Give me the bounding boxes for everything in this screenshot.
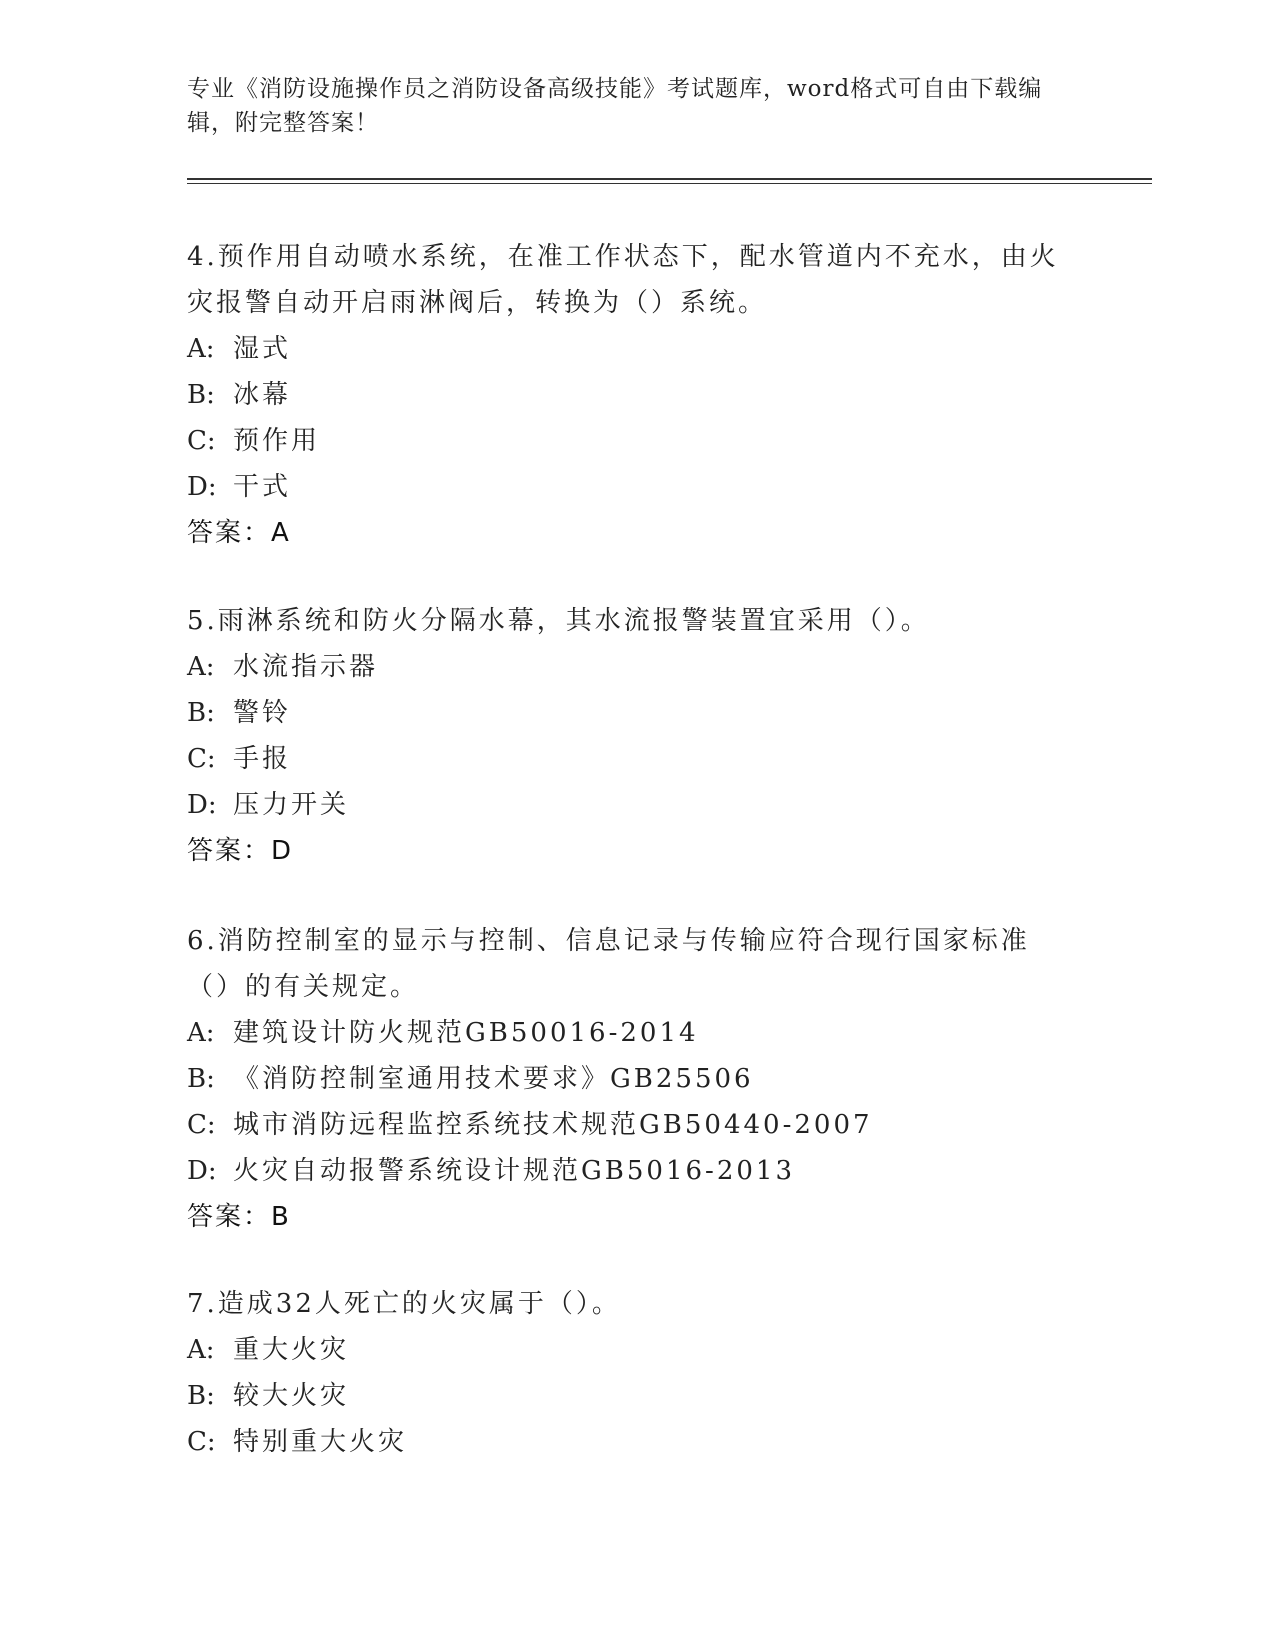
option-text: 干式 (233, 472, 292, 502)
option-text: 《消防控制室通用技术要求》GB25506 (233, 1064, 754, 1094)
option-b (187, 372, 1067, 418)
option-text: 冰幕 (233, 380, 292, 410)
option-text: 水流指示器 (233, 652, 379, 682)
option-key: A: (187, 1335, 215, 1365)
option-c (187, 1419, 1067, 1465)
option-key: B: (187, 1381, 215, 1411)
option-key: C: (187, 1110, 216, 1140)
option-b (187, 1373, 1067, 1419)
option-key: D: (187, 472, 217, 502)
question-6 (187, 918, 1067, 1240)
question-5 (187, 598, 1067, 874)
option-key: C: (187, 1427, 216, 1457)
option-key: B: (187, 698, 215, 728)
option-text: 湿式 (233, 334, 292, 364)
option-key: D: (187, 790, 217, 820)
option-c (187, 1102, 1067, 1148)
option-a (187, 326, 1067, 372)
question-stem: 7.造成32人死亡的火灾属于（）。 (187, 1289, 621, 1319)
option-d (187, 464, 1067, 510)
option-key: D: (187, 1156, 217, 1186)
option-d (187, 782, 1067, 828)
option-key: A: (187, 652, 215, 682)
option-a (187, 1327, 1067, 1373)
option-text: 建筑设计防火规范GB50016-2014 (233, 1018, 699, 1048)
option-text: 预作用 (233, 426, 321, 456)
option-key: B: (187, 1064, 215, 1094)
option-d (187, 1148, 1067, 1194)
header-divider-thick (187, 178, 1152, 180)
question-stem: 5.雨淋系统和防火分隔水幕，其水流报警装置宜采用（）。 (187, 606, 930, 636)
document-header: 专业《消防设施操作员之消防设备高级技能》考试题库，word格式可自由下载编辑，附完整答案！ (187, 76, 1043, 136)
option-key: A: (187, 334, 215, 364)
option-c (187, 418, 1067, 464)
option-a (187, 1010, 1067, 1056)
option-key: B: (187, 380, 215, 410)
option-a (187, 644, 1067, 690)
option-c (187, 736, 1067, 782)
question-stem: 6.消防控制室的显示与控制、信息记录与传输应符合现行国家标准（）的有关规定。 (187, 926, 1030, 1002)
option-text: 警铃 (233, 698, 292, 728)
answer-line: 答案：A (187, 518, 291, 548)
option-text: 较大火灾 (233, 1381, 350, 1411)
option-b (187, 690, 1067, 736)
option-text: 手报 (233, 744, 292, 774)
answer-line: 答案：B (187, 1202, 291, 1232)
answer-line: 答案：D (187, 836, 294, 866)
option-text: 城市消防远程监控系统技术规范GB50440-2007 (233, 1110, 873, 1140)
question-stem: 4.预作用自动喷水系统，在准工作状态下，配水管道内不充水，由火灾报警自动开启雨淋阀后，转换为（）系统。 (187, 242, 1059, 318)
question-4 (187, 234, 1067, 556)
option-text: 火灾自动报警系统设计规范GB5016-2013 (233, 1156, 795, 1186)
option-key: C: (187, 744, 216, 774)
option-key: A: (187, 1018, 215, 1048)
option-key: C: (187, 426, 216, 456)
option-text: 压力开关 (233, 790, 350, 820)
option-text: 特别重大火灾 (233, 1427, 408, 1457)
option-text: 重大火灾 (233, 1335, 350, 1365)
question-7 (187, 1281, 1067, 1465)
option-b (187, 1056, 1067, 1102)
header-divider-thin (187, 183, 1152, 184)
